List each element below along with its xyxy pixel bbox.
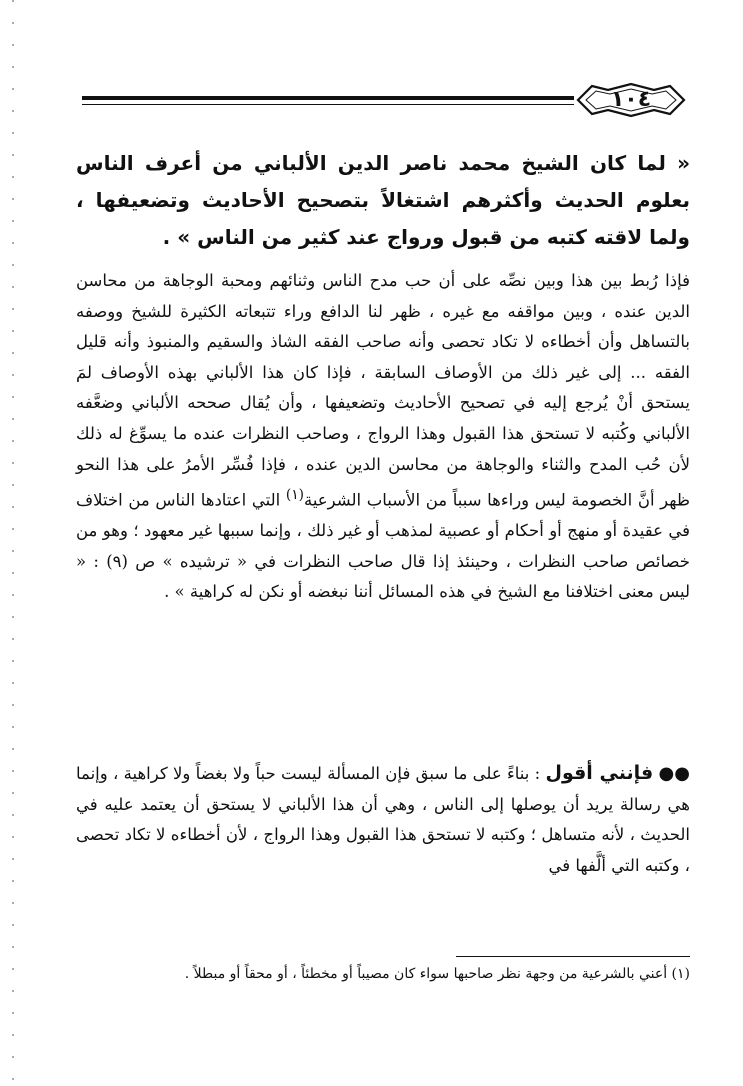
footnote: (١) أعني بالشرعية من وجهة نظر صاحبها سواء كان مصيباً أو مخطئاً ، أو محقاً أو مبطلاً . <box>184 966 690 982</box>
footnote-separator <box>456 956 690 957</box>
scan-edge-marks <box>12 0 14 1086</box>
footnote-reference: (١) <box>285 487 304 504</box>
double-bullet-icon: ●● <box>658 763 690 784</box>
quoted-statement: « لما كان الشيخ محمد ناصر الدين الألباني من أعرف الناس بعلوم الحديث وأكثرهم اشتغالاً بتصحيح الأحاديث وتضعيفها ، ولما لاقته كتبه من قبول ورواج عند كثير من الناس » . <box>76 151 690 249</box>
page-number-badge <box>574 80 688 120</box>
body-paragraph-1 <box>76 266 690 608</box>
page-number: ١٠٤ <box>610 87 652 112</box>
paragraph-2-lead: فإنني أقول <box>545 762 654 784</box>
body-paragraph-2 <box>76 758 690 881</box>
paragraph-1-text: فإذا رُبط بين هذا وبين نصِّه على أن حب مدح الناس وثنائهم ومحبة الوجاهة من محاسن الدين عنده ، وبين مواقفه مع غيره ، ظهر لنا الدافع وراء تتبعاته الكثيرة للشيخ ووصفه بالتساهل وأن أخطاءه لا تكاد تحصى وأنه صاحب الفقه الشاذ والسقيم والمنبوذ وأنه قليل الفقه ... إلى غير ذلك من الأوصاف السابقة ، فإذا كان هذا الألباني بهذه الأوصاف لمَ يستحق أنْ يُرجع إليه في تصحيح الأحاديث وتضعيفها ، وأن يُقال صححه الألباني وضعَّفه الألباني وكُتبه لا تستحق هذا القبول وهذا الرواج ، وصاحب النظرات عنده ما يسوِّغ له ذلك لأن حُب المدح والثناء والوجاهة من محاسن الدين عنده ، فإذا فُسِّر الأمرُ على هذا النحو ظهر أنَّ الخصومة ليس وراءها سبباً من الأسباب الشرعية <box>76 271 690 510</box>
paragraph-1-continuation: التي اعتادها الناس من اختلاف في عقيدة أو منهج أو أحكام أو عصبية لمذهب أو غير ذلك ، وإنما سببها غير معهود ؛ وهو من خصائص صاحب النظرات ، وحينئذ إذا قال صاحب النظرات في « ترشيده » ص (٩) : « ليس معنى اختلافنا مع الشيخ في هذه المسائل أننا نبغضه أو نكن له كراهية » . <box>76 490 690 602</box>
header-rule <box>82 96 574 105</box>
paragraph-2-text: : بناءً على ما سبق فإن المسألة ليست حباً ولا بغضاً ولا كراهية ، وإنما هي رسالة يريد أن يوصلها إلى الناس ، وهي أن هذا الألباني لا يستحق أن يعتمد عليه في الحديث ، لأنه متساهل ؛ وكتبه لا تستحق هذا القبول وهذا الرواج ، لأن أخطاءه لا تكاد تحصى ، وكتبه التي ألَّفها في <box>76 764 690 875</box>
